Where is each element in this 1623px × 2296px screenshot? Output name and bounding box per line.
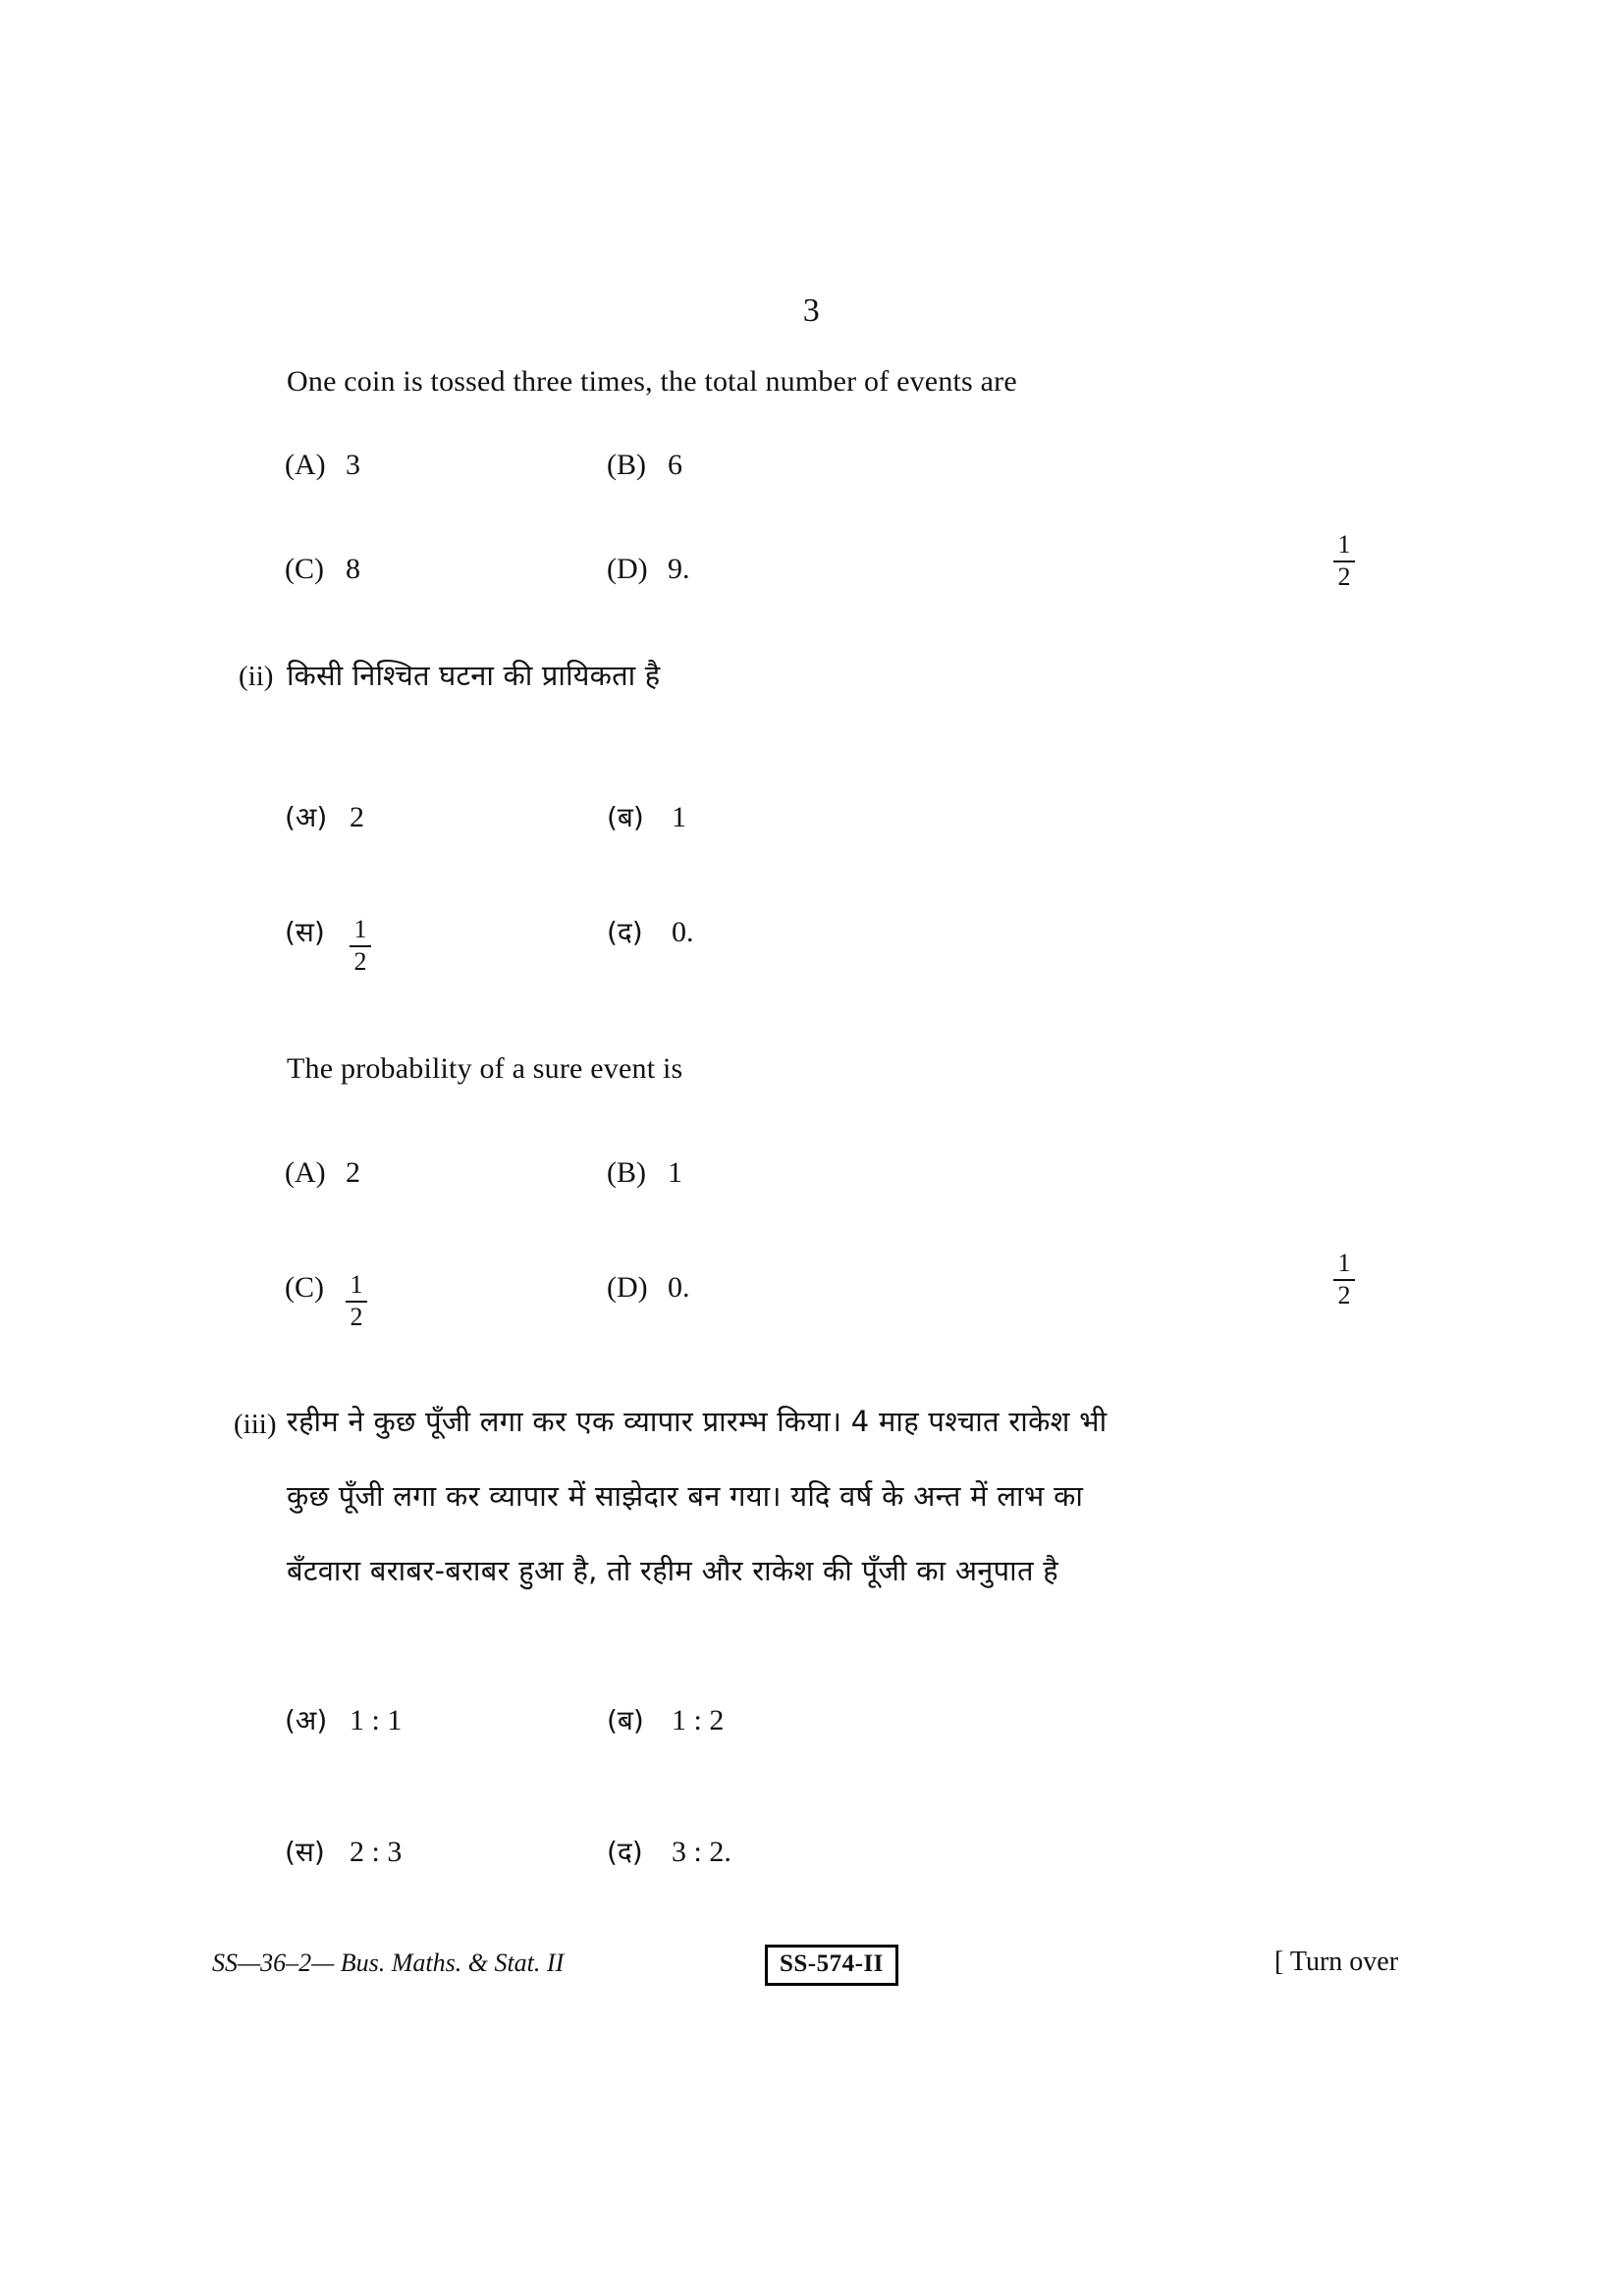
fraction-denominator: 2: [1337, 1280, 1351, 1309]
option-value: 3 : 2.: [672, 1836, 731, 1868]
question-3-option-a-hindi[interactable]: [285, 1701, 402, 1738]
question-2-option-a-hindi[interactable]: [285, 798, 364, 835]
option-value: 0.: [672, 916, 694, 948]
option-value: 1: [668, 1156, 682, 1189]
option-tag: (C): [285, 553, 324, 585]
fraction-denominator: 2: [350, 1302, 363, 1331]
fraction-numerator: 1: [350, 1270, 363, 1299]
option-value: 8: [346, 553, 360, 585]
option-tag: (D): [607, 553, 648, 585]
option-tag: (स): [285, 1836, 325, 1868]
question-3-option-d-hindi[interactable]: [607, 1833, 731, 1870]
fraction-one-half: [346, 1272, 367, 1330]
footer-turn-over: [ Turn over: [1274, 1947, 1399, 1977]
question-1-marks: [1333, 530, 1355, 594]
page-number: 3: [802, 293, 821, 329]
fraction-numerator: 1: [1337, 1249, 1351, 1277]
question-3-stem-line-1: रहीम ने कुछ पूँजी लगा कर एक व्यापार प्रारम्भ किया। 4 माह पश्चात राकेश भी: [287, 1405, 1108, 1438]
question-2-option-c-english[interactable]: [285, 1271, 367, 1334]
option-tag: (द): [607, 1836, 643, 1868]
footer-paper-code: SS-574-II: [765, 1945, 898, 1986]
option-tag: (द): [607, 916, 643, 948]
question-3-option-c-hindi[interactable]: [285, 1833, 402, 1870]
footer-paper-title: SS—36–2— Bus. Maths. & Stat. II: [212, 1949, 565, 1977]
option-tag: (ब): [607, 1704, 644, 1736]
option-value: 1 : 2: [672, 1704, 725, 1736]
option-tag: (B): [607, 1156, 646, 1189]
question-2-label: (ii): [239, 661, 274, 692]
fraction-numerator: 1: [353, 915, 367, 943]
option-tag: (D): [607, 1271, 648, 1304]
option-value: 2: [346, 1156, 360, 1189]
option-value: 1 : 1: [350, 1704, 403, 1736]
fraction-one-half: [350, 917, 371, 975]
question-2-option-d-hindi[interactable]: [607, 913, 694, 950]
option-value: 0.: [668, 1271, 690, 1304]
question-3-stem-line-2: कुछ पूँजी लगा कर व्यापार में साझेदार बन गया। यदि वर्ष के अन्त में लाभ का: [287, 1479, 1084, 1513]
fraction-denominator: 2: [1337, 561, 1351, 591]
option-tag: (A): [285, 449, 326, 481]
question-2-option-b-english[interactable]: [607, 1156, 682, 1190]
page-footer: [0, 1939, 1623, 1998]
option-value: 6: [668, 449, 682, 481]
question-3-stem-line-3: बँटवारा बराबर-बराबर हुआ है, तो रहीम और राकेश की पूँजी का अनुपात है: [287, 1554, 1058, 1587]
option-value: 9.: [668, 553, 690, 585]
option-tag: (C): [285, 1271, 324, 1304]
question-1-option-b[interactable]: [607, 449, 682, 482]
question-3-label: (iii): [234, 1409, 277, 1440]
option-value: 3: [346, 449, 360, 481]
question-1-stem: One coin is tossed three times, the total number of events are: [287, 365, 1017, 398]
option-value: [346, 1270, 367, 1334]
question-2-marks: [1333, 1249, 1355, 1312]
question-2-option-c-hindi[interactable]: [285, 913, 371, 979]
option-value: 2: [350, 801, 364, 833]
question-2-option-d-english[interactable]: [607, 1271, 690, 1305]
option-value: 2 : 3: [350, 1836, 403, 1868]
option-value: 1: [672, 801, 686, 833]
question-2-option-a-english[interactable]: [285, 1156, 360, 1190]
option-tag: (अ): [285, 1704, 328, 1736]
question-2-stem-hindi: किसी निश्चित घटना की प्रायिकता है: [287, 659, 661, 692]
option-value: [350, 915, 371, 979]
option-tag: (अ): [285, 801, 328, 833]
fraction-numerator: 1: [1337, 530, 1351, 559]
fraction-denominator: 2: [353, 946, 367, 976]
fraction-one-half: [1333, 1251, 1355, 1308]
question-3-option-b-hindi[interactable]: [607, 1701, 724, 1738]
option-tag: (ब): [607, 801, 644, 833]
question-1-option-d[interactable]: [607, 553, 690, 586]
question-1-option-c[interactable]: [285, 553, 360, 586]
fraction-one-half: [1333, 532, 1355, 590]
question-2-option-b-hindi[interactable]: [607, 798, 686, 835]
question-2-stem-english: The probability of a sure event is: [287, 1052, 683, 1085]
question-1-option-a[interactable]: [285, 449, 360, 482]
question-3-stem-hindi: [287, 1384, 1377, 1608]
option-tag: (स): [285, 916, 325, 948]
option-tag: (B): [607, 449, 646, 481]
option-tag: (A): [285, 1156, 326, 1189]
